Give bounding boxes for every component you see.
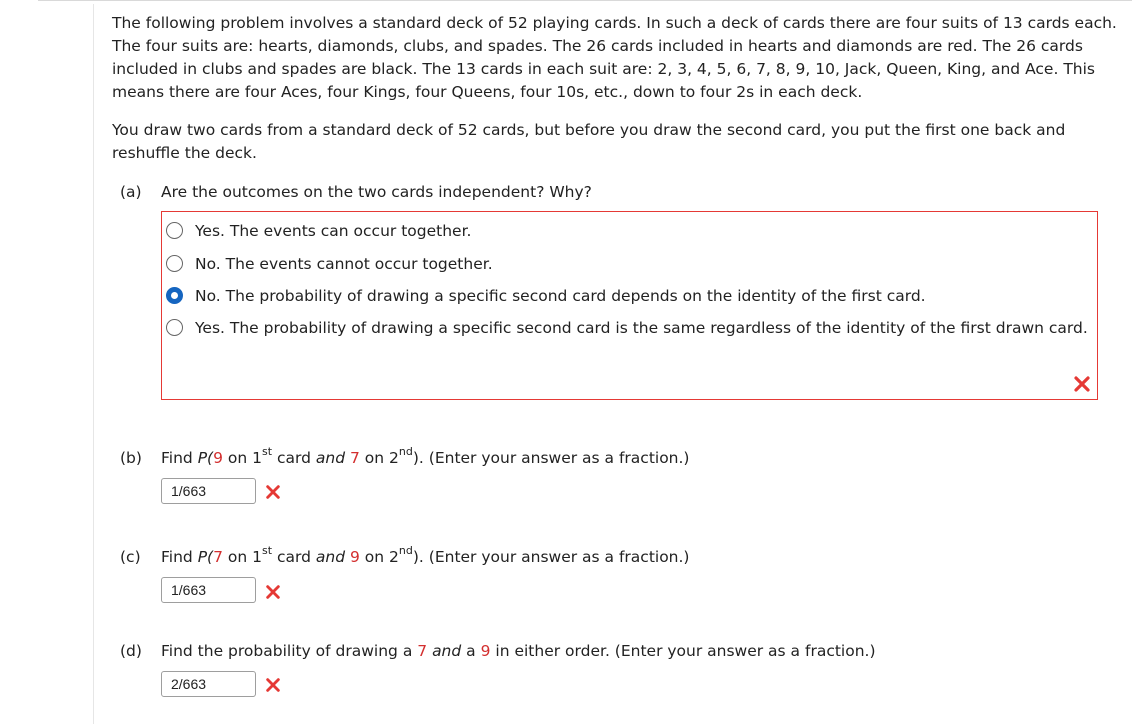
part-a-question-text: Are the outcomes on the two cards independent? Why?: [161, 183, 592, 201]
part-b-question: [120, 444, 690, 469]
and-text: and: [315, 449, 346, 467]
top-border: [38, 0, 1132, 5]
part-b-answer-input[interactable]: [161, 478, 256, 504]
find-text: Find the probability of drawing a: [161, 642, 418, 660]
st-superscript: st: [262, 543, 273, 557]
st-superscript: st: [262, 444, 273, 458]
x-mark-icon: [265, 584, 281, 600]
instruction-text: in either order. (Enter your answer as a fraction.): [490, 642, 876, 660]
x-mark-icon: [265, 677, 281, 693]
left-border: [93, 4, 94, 724]
on-second: on 2: [359, 548, 399, 566]
nd-superscript: nd: [398, 444, 413, 458]
value-seven: 7: [213, 548, 223, 566]
part-a-label: (a): [120, 183, 142, 201]
option-1-label: Yes. The events can occur together.: [195, 222, 472, 240]
x-mark-icon: [1073, 375, 1091, 393]
setup-text: You draw two cards from a standard deck of 52 cards, but before you draw the second card, you put the first one back and reshuffle the deck.: [112, 121, 1066, 162]
option-4-label: Yes. The probability of drawing a specific second card is the same regardless of the identity of the first drawn card.: [195, 319, 1088, 337]
instruction-text: ). (Enter your answer as a fraction.): [412, 548, 690, 566]
part-a-answer-box: [161, 211, 1098, 400]
find-text: Find: [161, 548, 193, 566]
card-text: card: [272, 449, 316, 467]
on-first: on 1: [222, 548, 263, 566]
and-text: and: [315, 548, 346, 566]
prob-open: P(: [197, 548, 214, 566]
value-seven: 7: [350, 449, 360, 467]
part-d-answer-input[interactable]: [161, 671, 256, 697]
value-seven: 7: [417, 642, 428, 660]
card-text: card: [272, 548, 316, 566]
instruction-text: ). (Enter your answer as a fraction.): [412, 449, 690, 467]
intro-text: The following problem involves a standard deck of 52 playing cards. In such a deck of cards there are four suits of 13 cards each. The four suits are: hearts, diamonds, clubs, and spades. The 26 cards included in hearts and diamonds are red. The 26 cards included in clubs and spades are black. The 13 cards in each suit are: 2, 3, 4, 5, 6, 7, 8, 9, 10, Jack, Queen, King, and Ace. This means there are four Aces, four Kings, four Queens, four 10s, etc., down to four 2s in each deck.: [112, 14, 1117, 101]
part-c-answer-input[interactable]: [161, 577, 256, 603]
value-nine: 9: [350, 548, 360, 566]
option-4[interactable]: [166, 317, 1090, 340]
part-c-label: (c): [120, 548, 141, 566]
option-3[interactable]: [166, 285, 1090, 308]
value-nine: 9: [480, 642, 491, 660]
part-b-label: (b): [120, 449, 142, 467]
a-text: a: [461, 642, 481, 660]
radio-selected-icon[interactable]: [166, 287, 183, 304]
option-3-label: No. The probability of drawing a specific second card depends on the identity of the first card.: [195, 287, 926, 305]
part-c-question: [120, 543, 690, 568]
find-text: Find: [161, 449, 193, 467]
radio-icon[interactable]: [166, 319, 183, 336]
and-text: and: [432, 642, 462, 660]
option-2[interactable]: [166, 253, 1090, 276]
nd-superscript: nd: [398, 543, 413, 557]
radio-icon[interactable]: [166, 222, 183, 239]
on-first: on 1: [222, 449, 263, 467]
value-nine: 9: [213, 449, 223, 467]
radio-icon[interactable]: [166, 255, 183, 272]
part-a-question: [120, 181, 592, 203]
x-mark-icon: [265, 484, 281, 500]
option-2-label: No. The events cannot occur together.: [195, 255, 493, 273]
part-d-label: (d): [120, 642, 142, 660]
prob-open: P(: [197, 449, 214, 467]
on-second: on 2: [359, 449, 399, 467]
option-1[interactable]: [166, 220, 1090, 243]
part-d-question: [120, 640, 876, 662]
